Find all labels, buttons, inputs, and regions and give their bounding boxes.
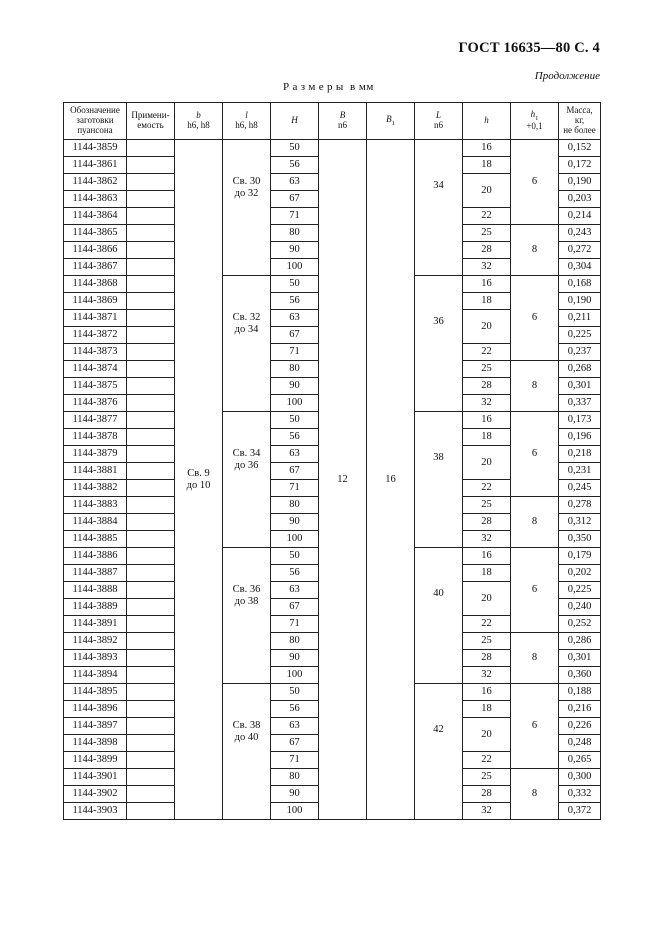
applicability-cell	[127, 616, 175, 633]
header-b-symbol: b	[196, 110, 201, 121]
mass-cell: 0,237	[559, 344, 601, 361]
mass-cell: 0,152	[559, 140, 601, 157]
h-cell: 16	[463, 684, 511, 701]
designation-cell: 1144-3878	[64, 429, 127, 446]
designation-cell: 1144-3874	[64, 361, 127, 378]
H-cell: 67	[271, 599, 319, 616]
h1-cell: 6	[511, 548, 559, 633]
h-cell: 28	[463, 378, 511, 395]
mass-cell: 0,304	[559, 259, 601, 276]
mass-cell: 0,218	[559, 446, 601, 463]
applicability-cell	[127, 684, 175, 701]
h1-cell: 8	[511, 633, 559, 684]
applicability-cell	[127, 769, 175, 786]
l-value-line: до 40	[234, 731, 259, 743]
mass-cell: 0,168	[559, 276, 601, 293]
designation-cell: 1144-3883	[64, 497, 127, 514]
applicability-cell	[127, 174, 175, 191]
h-cell: 25	[463, 361, 511, 378]
mass-cell: 0,272	[559, 242, 601, 259]
l-cell	[223, 140, 271, 276]
H-cell: 63	[271, 582, 319, 599]
L-cell: 38	[415, 412, 463, 548]
h-cell: 18	[463, 701, 511, 718]
H-cell: 90	[271, 242, 319, 259]
designation-cell: 1144-3865	[64, 225, 127, 242]
header-mass	[559, 103, 601, 140]
header-H-symbol: H	[291, 115, 298, 126]
applicability-cell	[127, 191, 175, 208]
mass-cell: 0,278	[559, 497, 601, 514]
l-value-line: Св. 32	[232, 312, 261, 323]
applicability-cell	[127, 718, 175, 735]
header-designation	[64, 103, 127, 140]
h-cell: 16	[463, 548, 511, 565]
b-value-line: до 10	[186, 479, 211, 491]
H-cell: 90	[271, 378, 319, 395]
designation-cell: 1144-3891	[64, 616, 127, 633]
designation-cell: 1144-3887	[64, 565, 127, 582]
h1-cell: 8	[511, 225, 559, 276]
l-value-line: до 34	[234, 323, 259, 335]
h-cell: 20	[463, 582, 511, 616]
mass-cell: 0,179	[559, 548, 601, 565]
h-cell: 16	[463, 140, 511, 157]
H-cell: 67	[271, 463, 319, 480]
h1-cell: 6	[511, 412, 559, 497]
applicability-cell	[127, 225, 175, 242]
h-cell: 25	[463, 225, 511, 242]
mass-cell: 0,202	[559, 565, 601, 582]
L-cell: 42	[415, 684, 463, 820]
applicability-cell	[127, 803, 175, 820]
header-B1-subscript: 1	[391, 119, 395, 127]
designation-cell: 1144-3902	[64, 786, 127, 803]
applicability-cell	[127, 514, 175, 531]
mass-cell: 0,172	[559, 157, 601, 174]
H-cell: 56	[271, 429, 319, 446]
L-cell: 40	[415, 548, 463, 684]
l-value-line: Св. 30	[232, 176, 261, 187]
h1-cell: 8	[511, 497, 559, 548]
h-cell: 22	[463, 208, 511, 225]
header-applicability-line: Примени-	[131, 110, 170, 121]
designation-cell: 1144-3877	[64, 412, 127, 429]
header-B	[319, 103, 367, 140]
H-cell: 80	[271, 497, 319, 514]
mass-cell: 0,216	[559, 701, 601, 718]
H-cell: 50	[271, 684, 319, 701]
applicability-cell	[127, 259, 175, 276]
applicability-cell	[127, 310, 175, 327]
H-cell: 56	[271, 157, 319, 174]
dimensions-caption-unit: в мм	[349, 81, 374, 93]
designation-cell: 1144-3869	[64, 293, 127, 310]
header-H	[271, 103, 319, 140]
mass-cell: 0,243	[559, 225, 601, 242]
applicability-cell	[127, 650, 175, 667]
applicability-cell	[127, 565, 175, 582]
header-B1	[367, 103, 415, 140]
designation-cell: 1144-3901	[64, 769, 127, 786]
designation-cell: 1144-3871	[64, 310, 127, 327]
L-cell: 34	[415, 140, 463, 276]
continuation-label: Продолжение	[534, 70, 600, 82]
h-cell: 18	[463, 429, 511, 446]
designation-cell: 1144-3903	[64, 803, 127, 820]
mass-cell: 0,173	[559, 412, 601, 429]
designation-cell: 1144-3879	[64, 446, 127, 463]
applicability-cell	[127, 786, 175, 803]
h-cell: 25	[463, 497, 511, 514]
dimensions-caption	[283, 81, 374, 93]
applicability-cell	[127, 361, 175, 378]
applicability-cell	[127, 327, 175, 344]
mass-cell: 0,268	[559, 361, 601, 378]
h1-cell: 6	[511, 140, 559, 225]
applicability-cell	[127, 548, 175, 565]
mass-cell: 0,312	[559, 514, 601, 531]
H-cell: 71	[271, 616, 319, 633]
applicability-cell	[127, 599, 175, 616]
l-value-line: до 32	[234, 187, 259, 199]
H-cell: 63	[271, 446, 319, 463]
header-mass-line: не более	[563, 124, 596, 135]
applicability-cell	[127, 701, 175, 718]
h-cell: 20	[463, 174, 511, 208]
H-cell: 63	[271, 174, 319, 191]
h-cell: 32	[463, 667, 511, 684]
applicability-cell	[127, 633, 175, 650]
applicability-cell	[127, 412, 175, 429]
h-cell: 22	[463, 752, 511, 769]
designation-cell: 1144-3863	[64, 191, 127, 208]
header-l-tolerance: h6, h8	[235, 120, 258, 130]
H-cell: 100	[271, 667, 319, 684]
B1-cell: 16	[367, 140, 415, 820]
H-cell: 100	[271, 803, 319, 820]
H-cell: 56	[271, 565, 319, 582]
h-cell: 18	[463, 565, 511, 582]
designation-cell: 1144-3867	[64, 259, 127, 276]
H-cell: 63	[271, 310, 319, 327]
table-row	[64, 140, 601, 157]
header-applicability-line: емость	[137, 120, 164, 130]
applicability-cell	[127, 378, 175, 395]
H-cell: 80	[271, 769, 319, 786]
designation-cell: 1144-3895	[64, 684, 127, 701]
mass-cell: 0,225	[559, 327, 601, 344]
B-cell: 12	[319, 140, 367, 820]
mass-cell: 0,190	[559, 174, 601, 191]
H-cell: 100	[271, 531, 319, 548]
l-cell	[223, 684, 271, 820]
mass-cell: 0,225	[559, 582, 601, 599]
b-cell	[175, 140, 223, 820]
l-cell	[223, 412, 271, 548]
designation-cell: 1144-3861	[64, 157, 127, 174]
header-applicability	[127, 103, 175, 140]
designation-cell: 1144-3889	[64, 599, 127, 616]
l-value-line: Св. 36	[232, 584, 261, 595]
h1-cell: 6	[511, 684, 559, 769]
l-value-line: Св. 38	[232, 720, 261, 731]
H-cell: 50	[271, 140, 319, 157]
header-h1-symbol: h	[530, 109, 536, 120]
designation-cell: 1144-3885	[64, 531, 127, 548]
h-cell: 18	[463, 293, 511, 310]
h-cell: 18	[463, 157, 511, 174]
applicability-cell	[127, 667, 175, 684]
H-cell: 100	[271, 395, 319, 412]
h-cell: 32	[463, 531, 511, 548]
H-cell: 100	[271, 259, 319, 276]
mass-cell: 0,337	[559, 395, 601, 412]
designation-cell: 1144-3872	[64, 327, 127, 344]
H-cell: 50	[271, 412, 319, 429]
applicability-cell	[127, 463, 175, 480]
mass-cell: 0,203	[559, 191, 601, 208]
designation-cell: 1144-3868	[64, 276, 127, 293]
mass-cell: 0,265	[559, 752, 601, 769]
H-cell: 80	[271, 633, 319, 650]
h-cell: 20	[463, 446, 511, 480]
header-h-symbol: h	[484, 115, 489, 126]
applicability-cell	[127, 395, 175, 412]
b-value-line: Св. 9	[187, 467, 210, 479]
designation-cell: 1144-3884	[64, 514, 127, 531]
header-h1	[511, 103, 559, 140]
H-cell: 80	[271, 361, 319, 378]
mass-cell: 0,188	[559, 684, 601, 701]
mass-cell: 0,286	[559, 633, 601, 650]
header-B1-symbol: B	[386, 114, 392, 125]
designation-cell: 1144-3888	[64, 582, 127, 599]
H-cell: 56	[271, 293, 319, 310]
H-cell: 67	[271, 327, 319, 344]
header-designation-line: Обозначение	[70, 105, 120, 116]
l-cell	[223, 276, 271, 412]
header-mass-line: Масса,	[566, 105, 593, 116]
h-cell: 32	[463, 259, 511, 276]
applicability-cell	[127, 276, 175, 293]
h1-cell: 8	[511, 361, 559, 412]
mass-cell: 0,248	[559, 735, 601, 752]
applicability-cell	[127, 208, 175, 225]
h-cell: 28	[463, 786, 511, 803]
designation-cell: 1144-3873	[64, 344, 127, 361]
h-cell: 22	[463, 480, 511, 497]
mass-cell: 0,350	[559, 531, 601, 548]
applicability-cell	[127, 140, 175, 157]
H-cell: 80	[271, 225, 319, 242]
header-designation-line: заготовки	[76, 115, 114, 126]
designation-cell: 1144-3893	[64, 650, 127, 667]
applicability-cell	[127, 735, 175, 752]
designation-cell: 1144-3896	[64, 701, 127, 718]
designation-cell: 1144-3864	[64, 208, 127, 225]
designation-cell: 1144-3859	[64, 140, 127, 157]
H-cell: 90	[271, 650, 319, 667]
designation-cell: 1144-3882	[64, 480, 127, 497]
h-cell: 32	[463, 395, 511, 412]
designation-cell: 1144-3894	[64, 667, 127, 684]
applicability-cell	[127, 582, 175, 599]
header-b	[175, 103, 223, 140]
table-header-row	[64, 103, 601, 140]
mass-cell: 0,301	[559, 650, 601, 667]
mass-cell: 0,226	[559, 718, 601, 735]
designation-cell: 1144-3866	[64, 242, 127, 259]
h1-cell: 6	[511, 276, 559, 361]
applicability-cell	[127, 531, 175, 548]
designation-cell: 1144-3862	[64, 174, 127, 191]
H-cell: 67	[271, 191, 319, 208]
applicability-cell	[127, 157, 175, 174]
H-cell: 71	[271, 480, 319, 497]
H-cell: 63	[271, 718, 319, 735]
applicability-cell	[127, 480, 175, 497]
header-l	[223, 103, 271, 140]
h-cell: 28	[463, 650, 511, 667]
H-cell: 71	[271, 208, 319, 225]
header-L	[415, 103, 463, 140]
h-cell: 25	[463, 633, 511, 650]
header-L-symbol: L	[435, 110, 441, 121]
designation-cell: 1144-3875	[64, 378, 127, 395]
H-cell: 71	[271, 752, 319, 769]
mass-cell: 0,332	[559, 786, 601, 803]
h1-cell: 8	[511, 769, 559, 820]
designation-cell: 1144-3899	[64, 752, 127, 769]
standard-header: ГОСТ 16635—80 С. 4	[458, 40, 600, 56]
designation-cell: 1144-3886	[64, 548, 127, 565]
H-cell: 90	[271, 786, 319, 803]
applicability-cell	[127, 752, 175, 769]
h-cell: 20	[463, 718, 511, 752]
mass-cell: 0,372	[559, 803, 601, 820]
applicability-cell	[127, 497, 175, 514]
mass-cell: 0,300	[559, 769, 601, 786]
designation-cell: 1144-3876	[64, 395, 127, 412]
H-cell: 90	[271, 514, 319, 531]
designation-cell: 1144-3892	[64, 633, 127, 650]
mass-cell: 0,190	[559, 293, 601, 310]
H-cell: 50	[271, 276, 319, 293]
header-L-tolerance: n6	[434, 120, 443, 130]
l-value-line: до 36	[234, 459, 259, 471]
header-l-symbol: l	[245, 110, 248, 121]
table-body	[64, 140, 601, 820]
applicability-cell	[127, 293, 175, 310]
mass-cell: 0,252	[559, 616, 601, 633]
l-value-line: до 38	[234, 595, 259, 607]
applicability-cell	[127, 429, 175, 446]
h-cell: 28	[463, 242, 511, 259]
header-B-tolerance: n6	[338, 120, 347, 130]
applicability-cell	[127, 344, 175, 361]
mass-cell: 0,211	[559, 310, 601, 327]
dimensions-caption-word: Размеры	[283, 81, 347, 93]
H-cell: 56	[271, 701, 319, 718]
l-value-line: Св. 34	[232, 448, 261, 459]
h-cell: 16	[463, 276, 511, 293]
h-cell: 25	[463, 769, 511, 786]
designation-cell: 1144-3881	[64, 463, 127, 480]
l-cell	[223, 548, 271, 684]
h-cell: 32	[463, 803, 511, 820]
header-B-symbol: B	[339, 110, 346, 121]
mass-cell: 0,245	[559, 480, 601, 497]
h-cell: 28	[463, 514, 511, 531]
mass-cell: 0,214	[559, 208, 601, 225]
applicability-cell	[127, 446, 175, 463]
mass-cell: 0,196	[559, 429, 601, 446]
H-cell: 67	[271, 735, 319, 752]
header-h1-subscript: 1	[535, 114, 539, 122]
dimensions-table	[63, 102, 601, 820]
mass-cell: 0,240	[559, 599, 601, 616]
h-cell: 22	[463, 616, 511, 633]
header-mass-line: кг,	[574, 115, 585, 126]
header-designation-line: пуансона	[77, 124, 113, 135]
designation-cell: 1144-3897	[64, 718, 127, 735]
mass-cell: 0,231	[559, 463, 601, 480]
applicability-cell	[127, 242, 175, 259]
L-cell: 36	[415, 276, 463, 412]
h-cell: 16	[463, 412, 511, 429]
h-cell: 22	[463, 344, 511, 361]
mass-cell: 0,360	[559, 667, 601, 684]
H-cell: 71	[271, 344, 319, 361]
designation-cell: 1144-3898	[64, 735, 127, 752]
header-b-tolerance: h6, h8	[187, 120, 210, 130]
header-h1-tolerance: +0,1	[526, 121, 543, 132]
H-cell: 50	[271, 548, 319, 565]
mass-cell: 0,301	[559, 378, 601, 395]
header-h	[463, 103, 511, 140]
h-cell: 20	[463, 310, 511, 344]
